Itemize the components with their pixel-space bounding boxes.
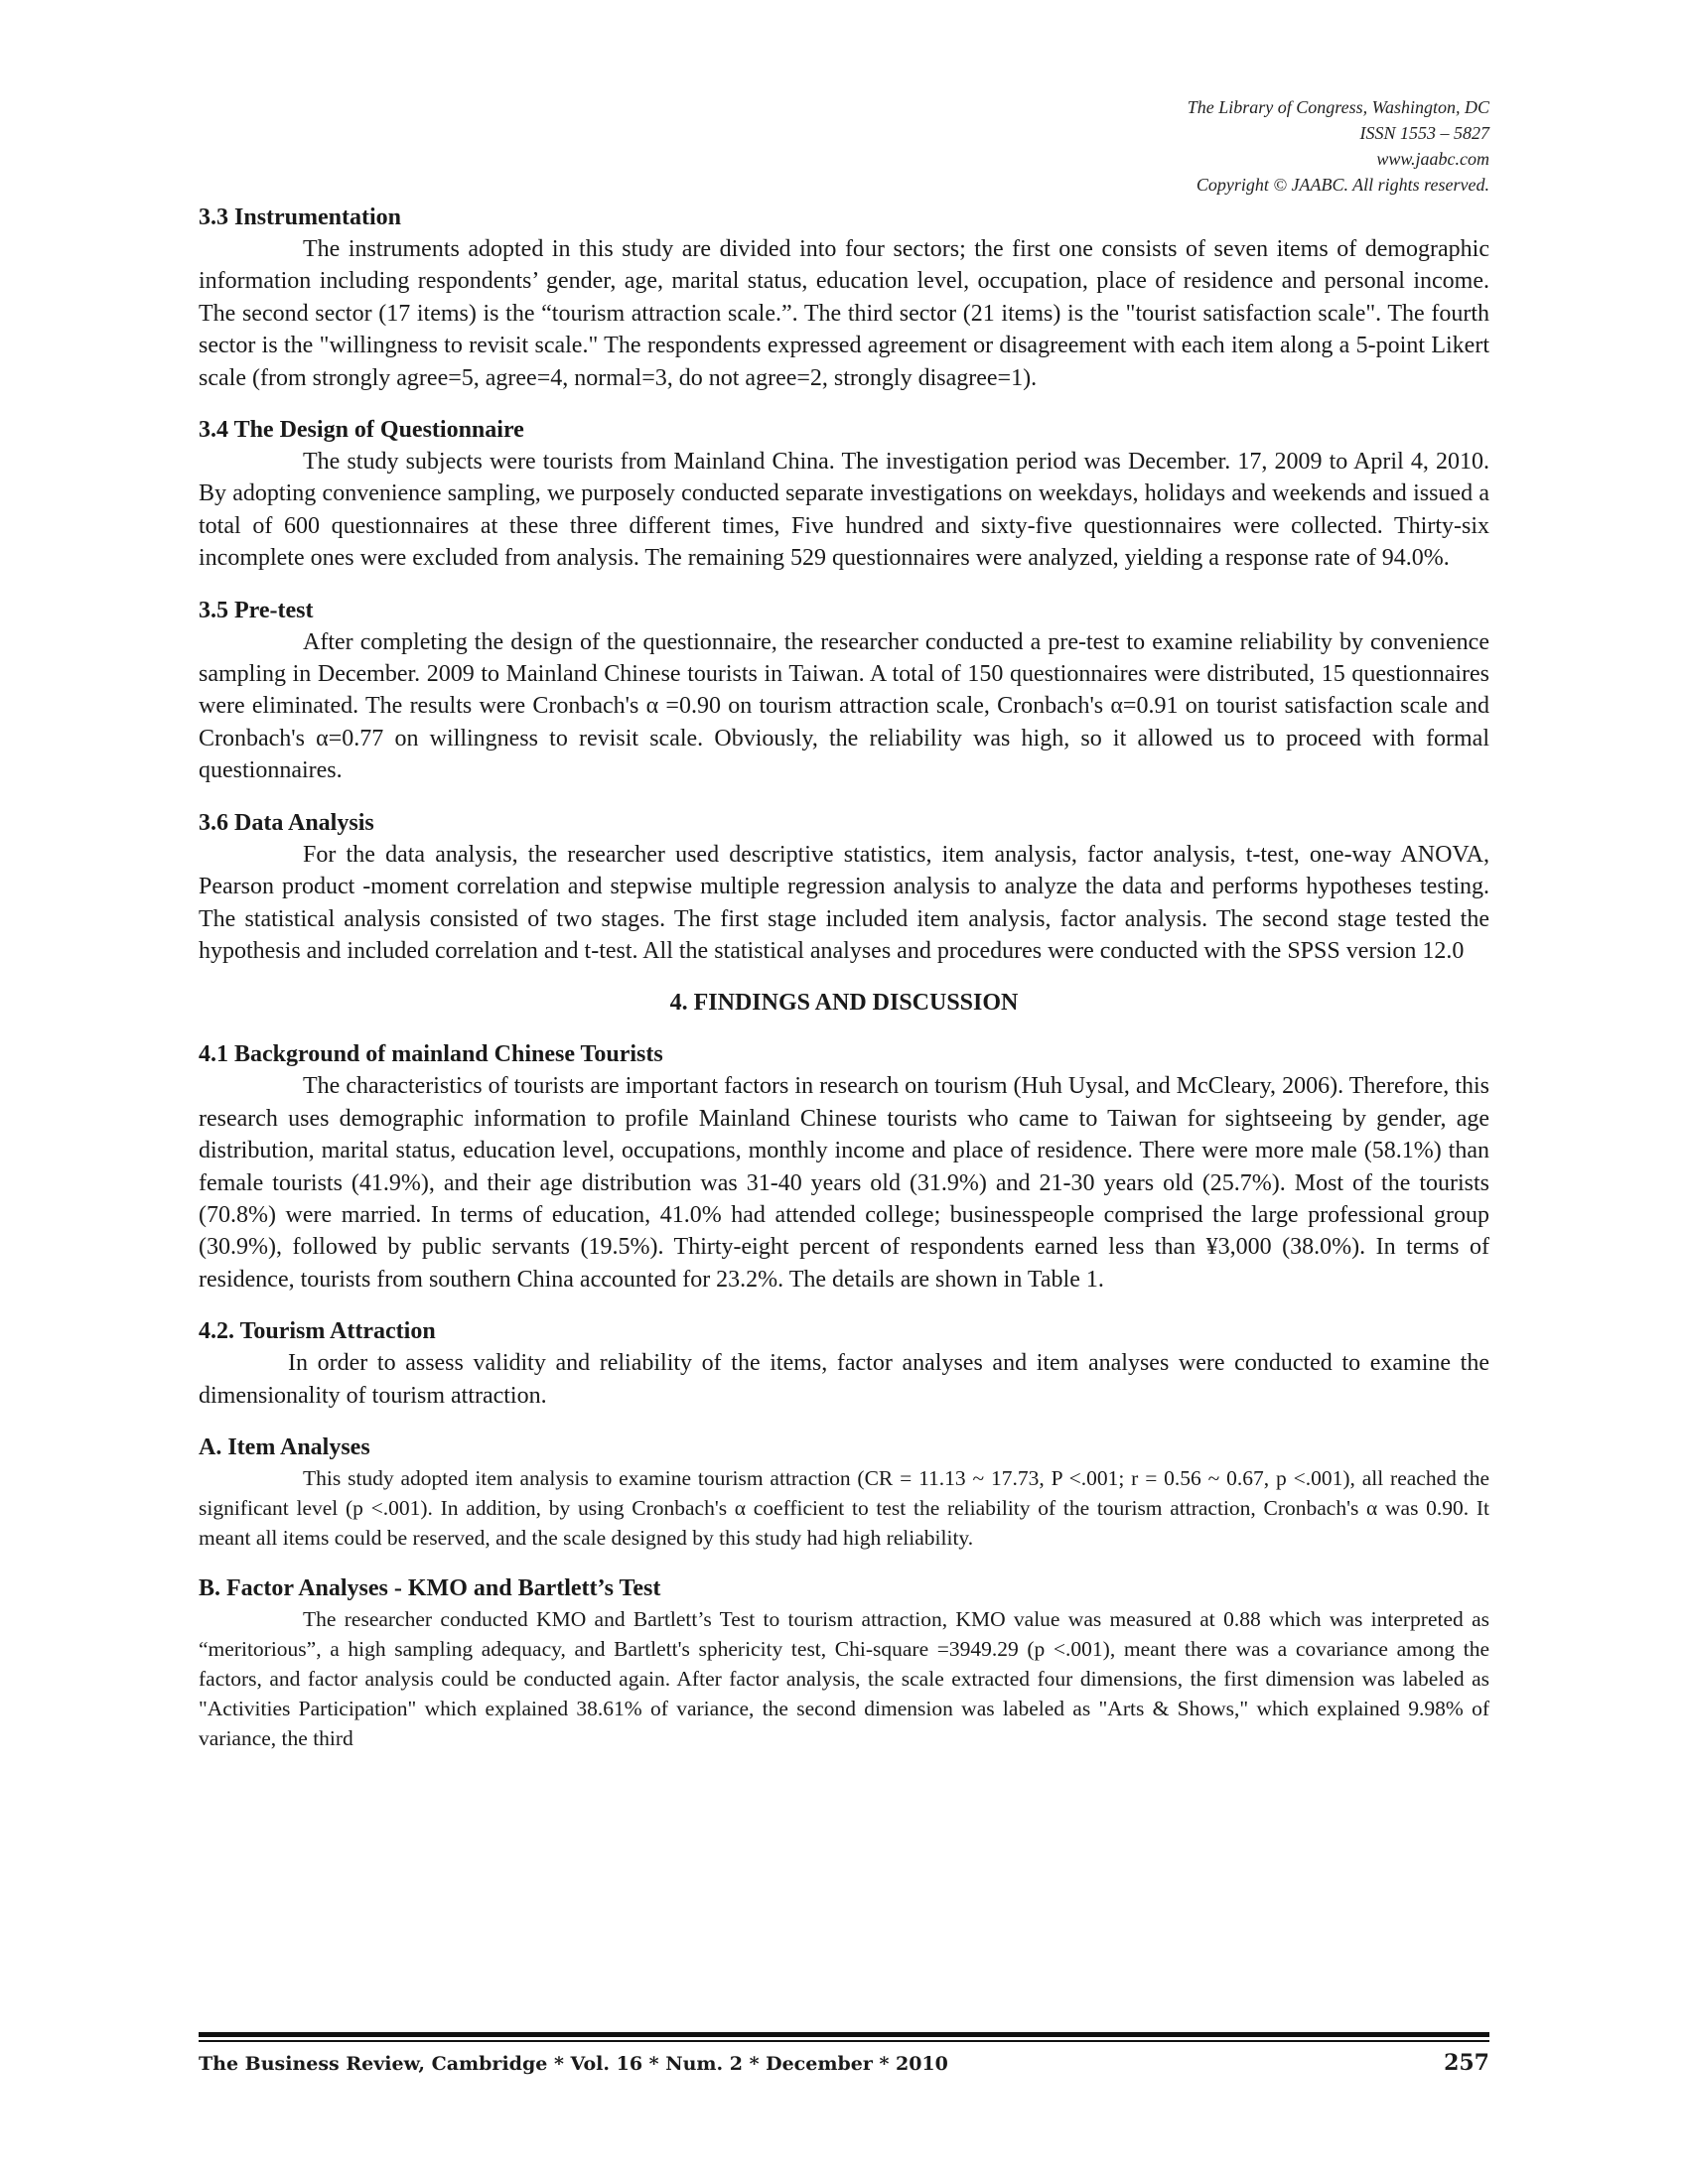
section-paragraph: In order to assess validity and reliability of the items, factor analyses and item analyses were conducted to examine the dimensionality of tourism attraction.	[199, 1350, 1489, 1409]
section-factor-analyses	[199, 1572, 1489, 1753]
section-paragraph: The researcher conducted KMO and Bartlett’s Test to tourism attraction, KMO value was measured at 0.88 which was interpreted as “meritorious”, a high sampling adequacy, and Bartlett's sphericity test, Chi-square =3949.29 (p <.001), meant there was a covariance among the factors, and factor analysis could be conducted again. After factor analysis, the scale extracted four dimensions, the first dimension was labeled as "Activities Participation" which explained 38.61% of variance, the second dimension was labeled as "Arts & Shows," which explained 9.98% of variance, the third	[199, 1606, 1489, 1750]
section-4-2	[199, 1315, 1489, 1412]
header-line-website: www.jaabc.com	[1376, 149, 1489, 169]
section-paragraph: The study subjects were tourists from Mainland China. The investigation period was December. 17, 2009 to April 4, 2010. By adopting convenience sampling, we purposely conducted separate investigations on weekdays, holidays and weekends and issued a total of 600 questionnaires at these three different times, Five hundred and sixty-five questionnaires were collected. Thirty-six incomplete ones were excluded from analysis. The remaining 529 questionnaires were analyzed, yielding a response rate of 94.0%.	[199, 449, 1489, 572]
footer-rule-thick	[199, 2032, 1489, 2037]
footer-journal-info: The Business Review, Cambridge * Vol. 16 * Num. 2 * December * 2010	[199, 2053, 948, 2075]
section-paragraph: After completing the design of the questionnaire, the researcher conducted a pre-test to examine reliability by convenience sampling in December. 2009 to Mainland Chinese tourists in Taiwan. A total of 150 questionnaires were distributed, 15 questionnaires were eliminated. The results were Cronbach's α =0.90 on tourism attraction scale, Cronbach's α=0.91 on tourist satisfaction scale and Cronbach's α=0.77 on willingness to revisit scale. Obviously, the reliability was high, so it allowed us to proceed with formal questionnaires.	[199, 628, 1489, 784]
header-line-library: The Library of Congress, Washington, DC	[1187, 97, 1489, 117]
journal-header	[199, 94, 1489, 198]
section-title: A. Item Analyses	[199, 1433, 370, 1460]
page-body	[199, 94, 1489, 1753]
section-4-heading: 4. FINDINGS AND DISCUSSION	[669, 990, 1019, 1017]
section-title: B. Factor Analyses - KMO and Bartlett’s Test	[199, 1574, 661, 1601]
section-paragraph: This study adopted item analysis to examine tourism attraction (CR = 11.13 ~ 17.73, P <.001; r = 0.56 ~ 0.67, p <.001), all reached the significant level (p <.001). In addition, by using Cronbach's α coefficient to test the reliability of the tourism attraction, Cronbach's α was 0.90. It meant all items could be reserved, and the scale designed by this study had high reliability.	[199, 1465, 1489, 1550]
page-footer	[199, 2032, 1489, 2076]
header-line-issn: ISSN 1553 – 5827	[1359, 123, 1489, 143]
section-title: 3.6 Data Analysis	[199, 809, 374, 836]
section-3-5	[199, 595, 1489, 787]
section-4-1	[199, 1038, 1489, 1296]
section-title: 3.5 Pre-test	[199, 597, 314, 623]
section-item-analyses	[199, 1432, 1489, 1553]
section-paragraph: For the data analysis, the researcher used descriptive statistics, item analysis, factor analysis, t-test, one-way ANOVA, Pearson product -moment correlation and stepwise multiple regression analysis to analyze the data and performs hypotheses testing. The statistical analysis consisted of two stages. The first stage included item analysis, factor analysis. The second stage tested the hypothesis and included correlation and t-test. All the statistical analyses and procedures were conducted with the SPSS version 12.0	[199, 841, 1489, 964]
section-3-4	[199, 414, 1489, 575]
header-line-copyright: Copyright © JAABC. All rights reserved.	[1196, 175, 1489, 195]
section-title: 3.4 The Design of Questionnaire	[199, 417, 524, 444]
section-title: 3.3 Instrumentation	[199, 205, 402, 230]
section-3-6	[199, 807, 1489, 968]
section-3-3	[199, 202, 1489, 394]
section-paragraph: The characteristics of tourists are important factors in research on tourism (Huh Uysal, and McCleary, 2006). Therefore, this research uses demographic information to profile Mainland Chinese tourists who came to Taiwan for sightseeing by gender, age distribution, marital status, education level, occupations, monthly income and place of residence. There were more male (58.1%) than female tourists (41.9%), and their age distribution was 31-40 years old (31.9%) and 21-30 years old (25.7%). Most of the tourists (70.8%) were married. In terms of education, 41.0% had attended college; businesspeople comprised the large professional group (30.9%), followed by public servants (19.5%). Thirty-eight percent of respondents earned less than ¥3,000 (38.0%). In terms of residence, tourists from southern China accounted for 23.2%. The details are shown in Table 1.	[199, 1073, 1489, 1293]
footer-rule-thin	[199, 2040, 1489, 2042]
page-number: 257	[1444, 2050, 1489, 2076]
section-paragraph: The instruments adopted in this study are divided into four sectors; the first one consists of seven items of demographic information including respondents’ gender, age, marital status, education level, occupation, place of residence and personal income. The second sector (17 items) is the “tourism attraction scale.”. The third sector (21 items) is the "tourist satisfaction scale". The fourth sector is the "willingness to revisit scale." The respondents expressed agreement or disagreement with each item along a 5-point Likert scale (from strongly agree=5, agree=4, normal=3, do not agree=2, strongly disagree=1).	[199, 236, 1489, 391]
section-title: 4.2. Tourism Attraction	[199, 1318, 436, 1345]
section-title: 4.1 Background of mainland Chinese Tourists	[199, 1041, 663, 1068]
